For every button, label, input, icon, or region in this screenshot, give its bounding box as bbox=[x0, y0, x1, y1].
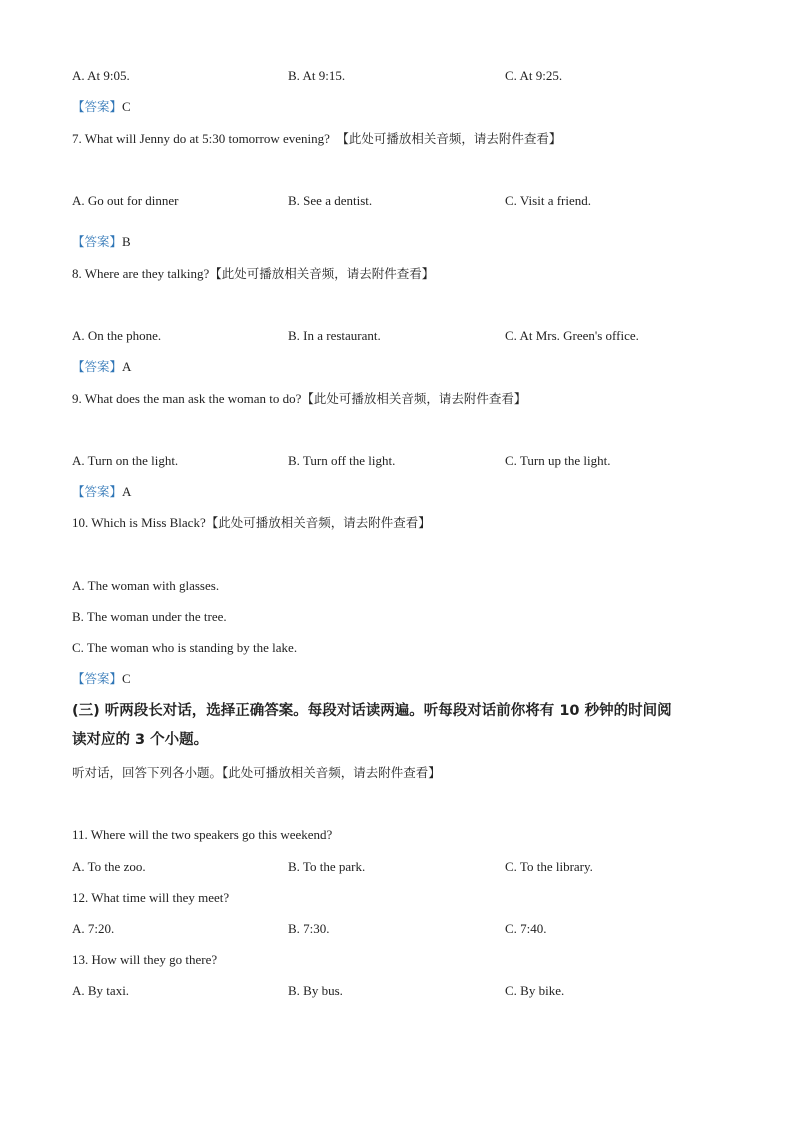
q12-option-a: A. 7:20. bbox=[72, 921, 115, 936]
q10-option-a: A. The woman with glasses. bbox=[72, 578, 220, 593]
q6-option-a: A. At 9:05. bbox=[72, 68, 130, 83]
audio-note: 【此处可播放相关音频，请去附件查看】 bbox=[301, 391, 527, 406]
q13-option-c: C. By bike. bbox=[505, 983, 565, 998]
q10-question bbox=[72, 515, 431, 531]
answer-value: B bbox=[122, 234, 131, 249]
section-instruction bbox=[72, 765, 441, 781]
audio-note: 【此处可播放相关音频，请去附件查看】 bbox=[205, 515, 431, 530]
q9-options bbox=[72, 453, 732, 469]
question-text: 10. Which is Miss Black? bbox=[72, 515, 206, 530]
q12-option-c: C. 7:40. bbox=[505, 921, 547, 936]
q6-answer bbox=[72, 99, 131, 115]
q13-option-b: B. By bus. bbox=[288, 983, 343, 998]
q10-option-c: C. The woman who is standing by the lake. bbox=[72, 640, 298, 655]
instruction-text: 听对话，回答下列各小题。 bbox=[72, 765, 223, 780]
audio-note: 【此处可播放相关音频，请去附件查看】 bbox=[222, 765, 441, 780]
q8-question bbox=[72, 266, 434, 282]
q9-option-b: B. Turn off the light. bbox=[288, 453, 396, 468]
question-text: 9. What does the man ask the woman to do? bbox=[72, 391, 302, 406]
answer-label: 【答案】 bbox=[72, 671, 123, 686]
q12-options bbox=[72, 921, 732, 937]
audio-note: 【此处可播放相关音频，请去附件查看】 bbox=[336, 131, 562, 146]
q9-option-a: A. Turn on the light. bbox=[72, 453, 179, 468]
q12-option-b: B. 7:30. bbox=[288, 921, 330, 936]
section-heading-line2: 读对应的 3 个小题。 bbox=[72, 732, 209, 748]
q11-option-a: A. To the zoo. bbox=[72, 859, 146, 874]
q13-options bbox=[72, 983, 732, 999]
question-text: 8. Where are they talking? bbox=[72, 266, 210, 281]
q6-options bbox=[72, 68, 732, 84]
q6-option-c: C. At 9:25. bbox=[505, 68, 563, 83]
q8-option-b: B. In a restaurant. bbox=[288, 328, 381, 343]
q10-option-b: B. The woman under the tree. bbox=[72, 609, 227, 624]
audio-note: 【此处可播放相关音频，请去附件查看】 bbox=[209, 266, 435, 281]
q7-question bbox=[72, 131, 561, 147]
q7-answer bbox=[72, 234, 131, 250]
answer-label: 【答案】 bbox=[72, 99, 123, 114]
section-heading-line1: (三) 听两段长对话，选择正确答案。每段对话读两遍。听每段对话前你将有 10 秒钟的时间阅 bbox=[72, 703, 672, 719]
q11-option-c: C. To the library. bbox=[505, 859, 593, 874]
answer-value: C bbox=[122, 99, 131, 114]
q10-answer bbox=[72, 671, 131, 687]
answer-value: A bbox=[122, 484, 132, 499]
q7-option-c: C. Visit a friend. bbox=[505, 193, 591, 208]
q6-option-b: B. At 9:15. bbox=[288, 68, 346, 83]
question-text: 7. What will Jenny do at 5:30 tomorrow evening? bbox=[72, 131, 330, 146]
q12-question: 12. What time will they meet? bbox=[72, 890, 230, 905]
answer-value: A bbox=[122, 359, 132, 374]
q8-option-c: C. At Mrs. Green's office. bbox=[505, 328, 639, 343]
answer-value: C bbox=[122, 671, 131, 686]
q11-options bbox=[72, 859, 732, 875]
q8-options bbox=[72, 328, 732, 344]
q7-option-b: B. See a dentist. bbox=[288, 193, 373, 208]
q9-option-c: C. Turn up the light. bbox=[505, 453, 611, 468]
q9-question bbox=[72, 391, 526, 407]
q13-question: 13. How will they go there? bbox=[72, 952, 218, 967]
q7-option-a: A. Go out for dinner bbox=[72, 193, 179, 208]
q13-option-a: A. By taxi. bbox=[72, 983, 130, 998]
answer-label: 【答案】 bbox=[72, 359, 123, 374]
q8-answer bbox=[72, 359, 131, 375]
answer-label: 【答案】 bbox=[72, 484, 123, 499]
q7-options bbox=[72, 193, 732, 209]
section-heading bbox=[72, 697, 732, 755]
answer-label: 【答案】 bbox=[72, 234, 123, 249]
q11-question: 11. Where will the two speakers go this weekend? bbox=[72, 827, 333, 842]
q8-option-a: A. On the phone. bbox=[72, 328, 162, 343]
q11-option-b: B. To the park. bbox=[288, 859, 366, 874]
q9-answer bbox=[72, 484, 131, 500]
